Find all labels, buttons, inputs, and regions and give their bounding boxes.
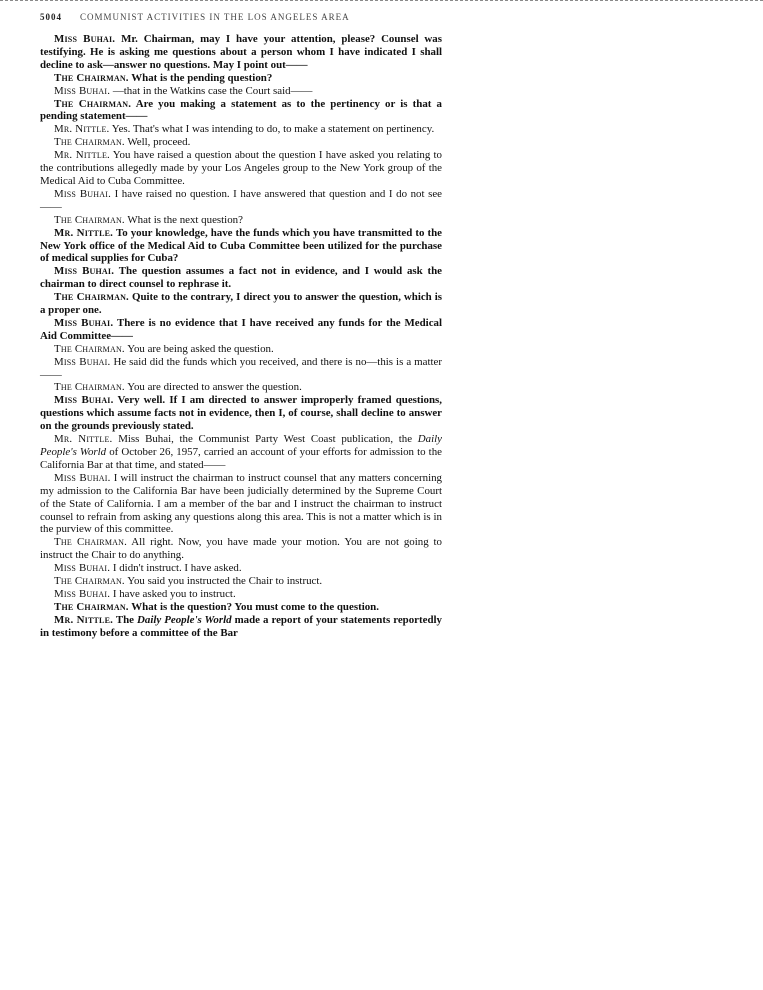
speech-text: I will instruct the chairman to instruct counsel that any matters concerning my admission to the California Bar have been judicially determined by the Supreme Court of the State of California. I am a member of the bar and I instruct the chairman to instruct counsel to refrain from asking any questions along this area. This is not a matter which is in the purview of this committee. [40, 471, 442, 536]
speech-text: I have asked you to instruct. [112, 587, 236, 600]
speech-text: The question assumes a fact not in evidence, and I would ask the chairman to direct counsel to rephrase it. [40, 265, 443, 291]
speech-text: You are directed to answer the question. [127, 381, 302, 394]
speaker-name: The Chairman. [54, 97, 132, 110]
testimony-paragraph [40, 433, 442, 472]
testimony-paragraph [40, 356, 442, 382]
speech-text: To your knowledge, have the funds which you have transmitted to the New York office of the Medical Aid to Cuba Committee been utilized for the purchase of medical supplies for Cuba? [40, 226, 442, 265]
speaker-name: Miss Buhai. [54, 33, 116, 45]
page-number: 5004 [40, 12, 62, 22]
speech-text: Yes. That's what I was intending to do, to make a statement on pertinency. [111, 123, 435, 136]
speaker-name: Miss Buhai. [54, 355, 111, 368]
speaker-name: Mr. Nittle. [54, 149, 110, 162]
speaker-name: Mr. Nittle. [54, 613, 114, 626]
speaker-name: The Chairman. [54, 291, 129, 304]
testimony-paragraph [40, 317, 442, 343]
testimony-paragraph [40, 343, 442, 356]
running-title: COMMUNIST ACTIVITIES IN THE LOS ANGELES AREA [80, 12, 350, 22]
testimony-paragraph [40, 214, 442, 227]
speaker-name: Miss Buhai. [54, 562, 111, 575]
speaker-name: The Chairman. [54, 136, 125, 149]
testimony-paragraph [40, 33, 442, 72]
testimony-paragraph [40, 85, 442, 98]
speaker-name: The Chairman. [54, 213, 125, 226]
speaker-name: Miss Buhai. [54, 187, 112, 200]
publication-title: Daily People's World [40, 433, 442, 458]
speaker-name: The Chairman. [54, 381, 125, 394]
speech-text: Mr. Chairman, may I have your attention, please? Counsel was testifying. He is asking me questions about a person whom I have indicated I shall decline to ask—answer no questions. May I point out—— [40, 33, 442, 71]
speaker-name: The Chairman. [54, 600, 129, 613]
testimony-paragraph [40, 381, 442, 394]
testimony-paragraph [40, 536, 442, 562]
speech-text: I didn't instruct. I have asked. [112, 562, 242, 575]
speaker-name: Miss Buhai. [54, 471, 111, 484]
testimony-paragraph [40, 149, 442, 188]
testimony-paragraph [40, 601, 442, 614]
speaker-name: Miss Buhai. [54, 84, 111, 97]
speech-text: All right. Now, you have made your motion. You are not going to instruct the Chair to do anything. [40, 536, 442, 562]
speaker-name: Miss Buhai. [54, 394, 114, 407]
speaker-name: Miss Buhai. [54, 587, 111, 600]
testimony-paragraph [40, 98, 442, 124]
testimony-paragraph [40, 72, 442, 85]
speaker-name: Miss Buhai. [54, 265, 115, 278]
testimony-paragraph [40, 588, 442, 601]
speech-text: What is the question? You must come to the question. [131, 600, 379, 613]
testimony-paragraph [40, 291, 442, 317]
testimony-paragraph [40, 188, 442, 214]
speaker-name: The Chairman. [54, 536, 128, 549]
testimony-paragraph [40, 123, 442, 136]
speech-text: Miss Buhai, the Communist Party West Coast publication, the [118, 433, 413, 446]
speech-text: You are being asked the question. [127, 342, 274, 355]
speaker-name: Mr. Nittle. [54, 433, 113, 446]
running-head [40, 12, 445, 22]
speech-text: —that in the Watkins case the Court said—— [112, 84, 313, 97]
testimony-text [40, 33, 442, 640]
speaker-name: The Chairman. [54, 342, 125, 355]
speech-text: I have raised no question. I have answered that question and I do not see—— [40, 187, 442, 213]
speaker-name: The Chairman. [54, 575, 125, 588]
speech-text: He said did the funds which you received, and there is no—this is a matter—— [40, 355, 442, 381]
testimony-paragraph [40, 136, 442, 149]
speech-text: What is the next question? [127, 213, 243, 226]
testimony-paragraph [40, 614, 442, 640]
speaker-name: Mr. Nittle. [54, 123, 110, 136]
speaker-name: The Chairman. [54, 71, 129, 84]
testimony-paragraph [40, 265, 442, 291]
speaker-name: Miss Buhai. [54, 316, 114, 329]
speech-text: Are you making a statement as to the pertinency or is that a pending statement—— [40, 97, 442, 123]
page-top-edge [0, 0, 763, 2]
speech-text: of October 26, 1957, carried an account of your efforts for admission to the California Bar at that time, and stated—— [40, 446, 442, 471]
testimony-paragraph [40, 562, 442, 575]
speech-text: What is the pending question? [131, 71, 273, 84]
testimony-paragraph [40, 472, 442, 537]
testimony-paragraph [40, 394, 442, 433]
speech-text: Well, proceed. [127, 136, 191, 149]
speaker-name: Mr. Nittle. [54, 226, 114, 239]
speech-text: You said you instructed the Chair to instruct. [127, 575, 323, 588]
speech-text: Quite to the contrary, I direct you to answer the question, which is a proper one. [40, 291, 442, 317]
speech-text: The [115, 613, 135, 626]
testimony-paragraph [40, 575, 442, 588]
speech-text: Very well. If I am directed to answer improperly framed questions, questions which assume facts not in evidence, then I, of course, shall decline to answer on the grounds previously stated. [40, 394, 443, 433]
publication-title: Daily People's World [137, 613, 232, 626]
testimony-paragraph [40, 227, 442, 266]
speech-text: There is no evidence that I have received any funds for the Medical Aid Committee—— [40, 316, 442, 342]
speech-text: You have raised a question about the question I have asked you relating to the contributions allegedly made by your Los Angeles group to the New York group of the Medical Aid to Cuba Committee. [40, 149, 442, 187]
speech-text: made a report of your statements reportedly in testimony before a committee of the Bar [40, 613, 442, 639]
